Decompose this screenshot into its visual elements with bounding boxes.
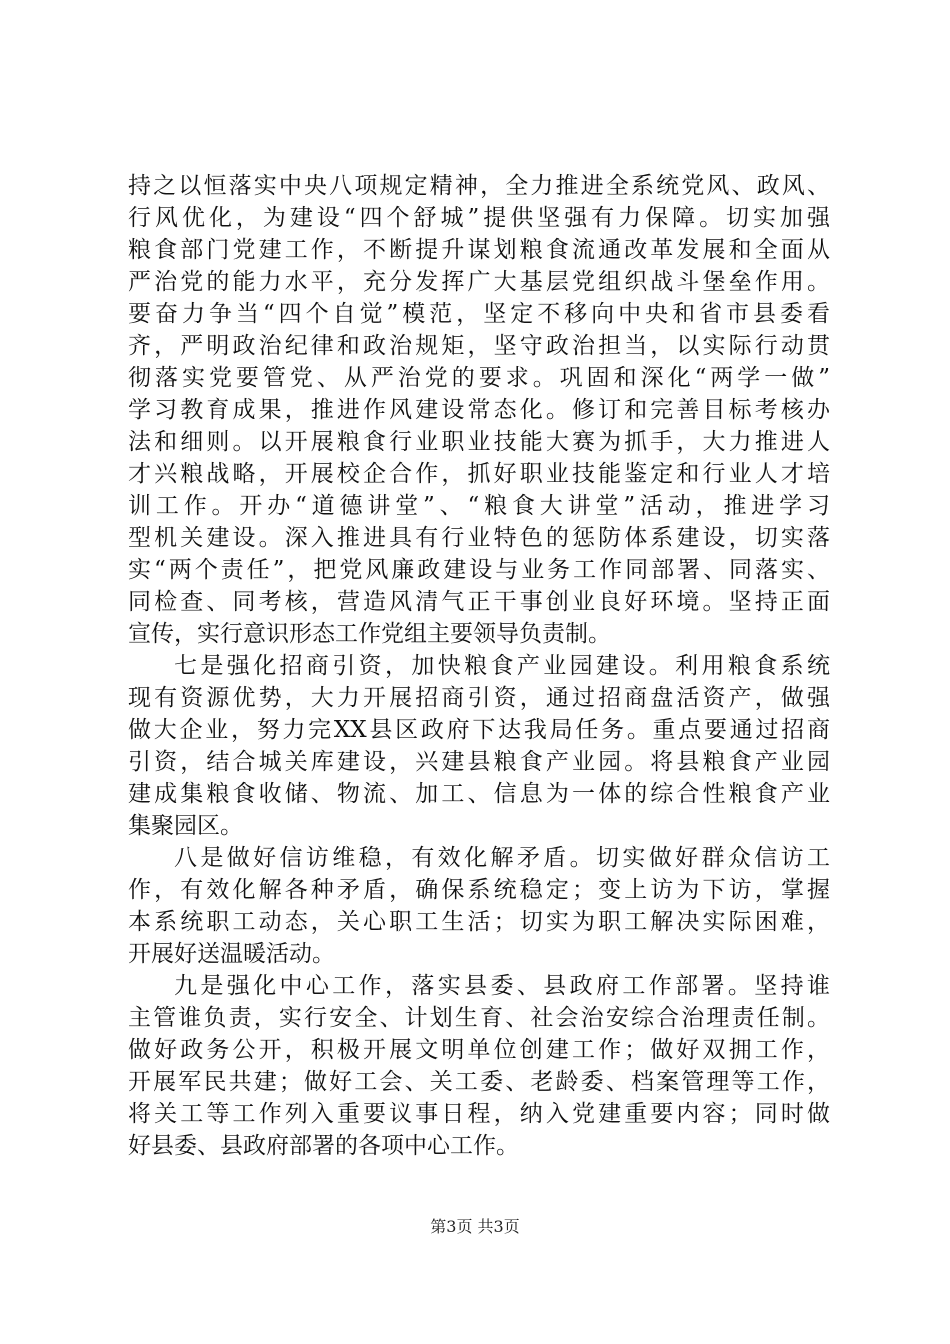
- text-line: 开展好送温暖活动。: [128, 941, 335, 967]
- text-line: 七是强化招商引资，加快粮食产业园建设。利用粮食系统: [174, 653, 830, 679]
- text-line: 好县委、县政府部署的各项中心工作。: [128, 1133, 519, 1159]
- text-line: 八是做好信访维稳，有效化解矛盾。切实做好群众信访工: [174, 845, 830, 871]
- text-line: 作，有效化解各种矛盾，确保系统稳定；变上访为下访，掌握: [128, 877, 830, 903]
- text-line: 严治党的能力水平，充分发挥广大基层党组织战斗堡垒作用。: [128, 269, 830, 295]
- page-footer: 第3页 共3页: [430, 1217, 520, 1236]
- text-line: 将关工等工作列入重要议事日程，纳入党建重要内容；同时做: [128, 1101, 830, 1127]
- text-line: 主管谁负责，实行安全、计划生育、社会治安综合治理责任制。: [128, 1005, 830, 1031]
- text-line: 引资，结合城关库建设，兴建县粮食产业园。将县粮食产业园: [128, 749, 830, 775]
- text-line: 本系统职工动态，关心职工生活；切实为职工解决实际困难，: [128, 909, 830, 935]
- text-line: 做好政务公开，积极开展文明单位创建工作；做好双拥工作，: [128, 1037, 830, 1063]
- text-line: 训工作。开办“道德讲堂”、“粮食大讲堂”活动，推进学习: [128, 493, 830, 519]
- text-line: 持之以恒落实中央八项规定精神，全力推进全系统党风、政风、: [128, 173, 830, 199]
- text-line: 做大企业，努力完XX县区政府下达我局任务。重点要通过招商: [128, 717, 830, 743]
- text-line: 现有资源优势，大力开展招商引资，通过招商盘活资产，做强: [128, 685, 830, 711]
- text-line: 行风优化，为建设“四个舒城”提供坚强有力保障。切实加强: [128, 205, 830, 231]
- document-body: [128, 170, 830, 1162]
- text-line: 才兴粮战略，开展校企合作，抓好职业技能鉴定和行业人才培: [128, 461, 830, 487]
- text-line: 法和细则。以开展粮食行业职业技能大赛为抓手，大力推进人: [128, 429, 830, 455]
- text-line: 型机关建设。深入推进具有行业特色的惩防体系建设，切实落: [128, 525, 830, 551]
- text-line: 同检查、同考核，营造风清气正干事创业良好环境。坚持正面: [128, 589, 830, 615]
- text-line: 彻落实党要管党、从严治党的要求。巩固和深化“两学一做”: [128, 365, 830, 391]
- text-line: 集聚园区。: [128, 813, 243, 839]
- text-line: 要奋力争当“四个自觉”模范，坚定不移向中央和省市县委看: [128, 301, 830, 327]
- text-line: 开展军民共建；做好工会、关工委、老龄委、档案管理等工作，: [128, 1069, 830, 1095]
- text-line: 建成集粮食收储、物流、加工、信息为一体的综合性粮食产业: [128, 781, 830, 807]
- text-line: 齐，严明政治纪律和政治规矩，坚守政治担当，以实际行动贯: [128, 333, 830, 359]
- text-line: 粮食部门党建工作，不断提升谋划粮食流通改革发展和全面从: [128, 237, 830, 263]
- text-line: 宣传，实行意识形态工作党组主要领导负责制。: [128, 621, 611, 647]
- text-line: 学习教育成果，推进作风建设常态化。修订和完善目标考核办: [128, 397, 830, 423]
- text-line: 实“两个责任”，把党风廉政建设与业务工作同部署、同落实、: [128, 557, 830, 583]
- text-line: 九是强化中心工作，落实县委、县政府工作部署。坚持谁: [174, 973, 830, 999]
